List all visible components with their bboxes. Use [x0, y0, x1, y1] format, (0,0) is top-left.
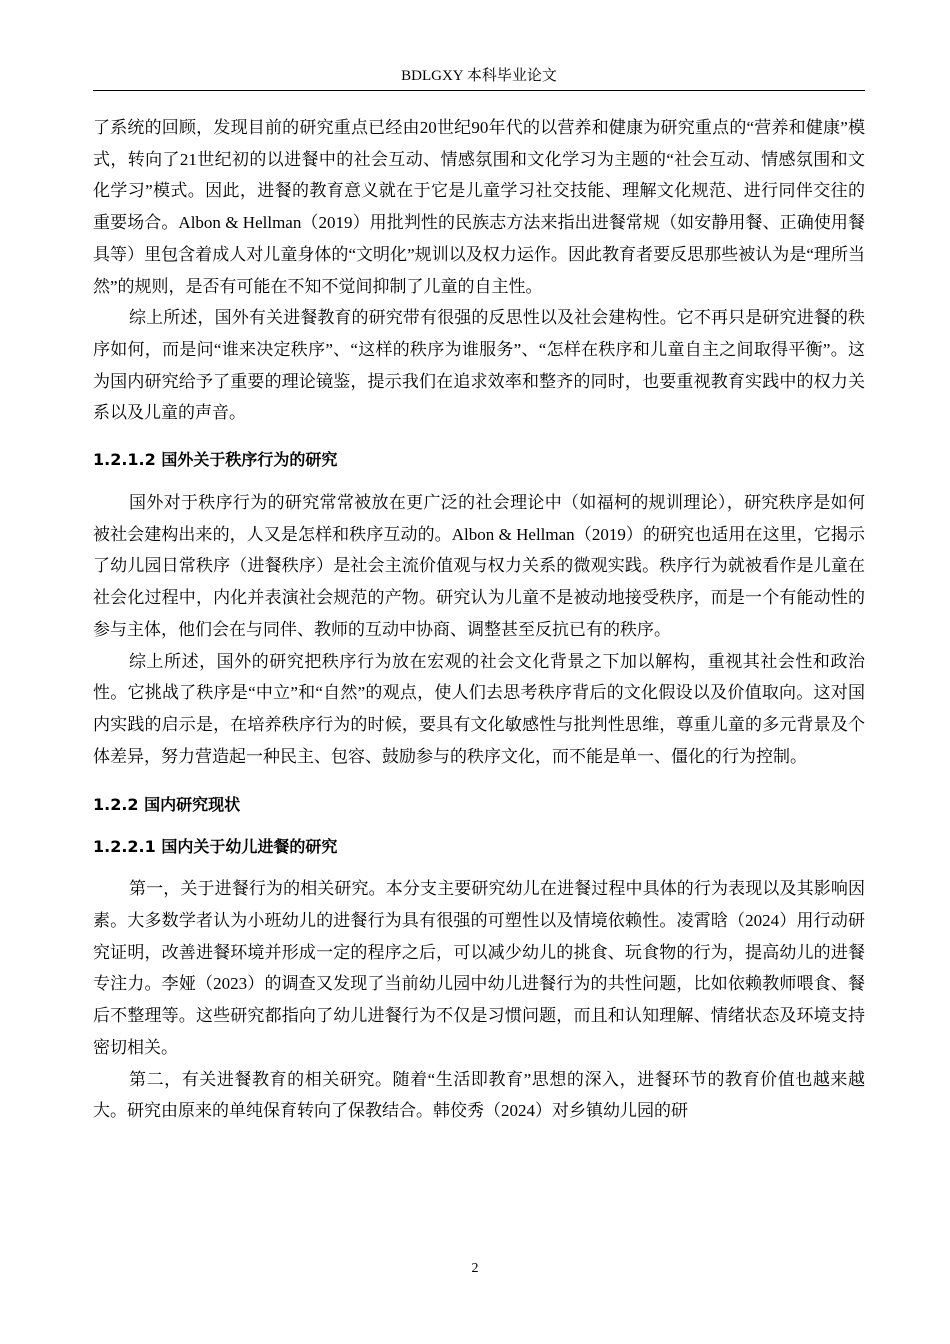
paragraph-meal-education-domestic: 第二，有关进餐教育的相关研究。随着“生活即教育”思想的深入，进餐环节的教育价值也越来越大。研究由原来的单纯保育转向了保教结合。韩佼秀（2024）对乡镇幼儿园的研 — [93, 1069, 865, 1121]
running-header: BDLGXY 本科毕业论文 — [401, 68, 557, 84]
section-heading-1221: 1.2.2.1 国内关于幼儿进餐的研究 — [93, 837, 338, 857]
section-heading-122: 1.2.2 国内研究现状 — [93, 795, 241, 815]
paragraph-meal-behavior-domestic: 第一，关于进餐行为的相关研究。本分支主要研究幼儿在进餐过程中具体的行为表现以及其影响因素。大多数学者认为小班幼儿的进餐行为具有很强的可塑性以及情境依赖性。凌霄晗（2024）用行动研究证明，改善进餐环境并形成一定的程序之后，可以减少幼儿的挑食、玩食物的行为，提高幼儿的进餐专注力。李娅（2023）的调查又发现了当前幼儿园中幼儿进餐行为的共性问题，比如依赖教师喂食、餐后不整理等。这些研究都指向了幼儿进餐行为不仅是习惯问题，而且和认知理解、情绪状态及环境支持密切相关。 — [93, 879, 865, 1057]
page-number: 2 — [471, 1261, 479, 1276]
paragraph-order-behavior-foreign: 国外对于秩序行为的研究常常被放在更广泛的社会理论中（如福柯的规训理论），研究秩序是如何被社会建构出来的，人又是怎样和秩序互动的。Albon & Hellman（2019）的研究也适用在这里，它揭示了幼儿园日常秩序（进餐秩序）是社会主流价值观与权力关系的微观实践。秩序行为就被看作是儿童在社会化过程中，内化并表演社会规范的产物。研究认为儿童不是被动地接受秩序，而是一个有能动性的参与主体，他们会在与同伴、教师的互动中协商、调整甚至反抗已有的秩序。 — [93, 493, 865, 639]
paragraph-continued: 了系统的回顾，发现目前的研究重点已经由20世纪90年代的以营养和健康为研究重点的“营养和健康”模式，转向了21世纪初的以进餐中的社会互动、情感氛围和文化学习为主题的“社会互动、情感氛围和文化学习”模式。因此，进餐的教育意义就在于它是儿童学习社交技能、理解文化规范、进行同伴交往的重要场合。Albon & Hellman（2019）用批判性的民族志方法来指出进餐常规（如安静用餐、正确使用餐具等）里包含着成人对儿童身体的“文明化”规训以及权力运作。因此教育者要反思那些被认为是“理所当然”的规则，是否有可能在不知不觉间抑制了儿童的自主性。 — [93, 118, 865, 296]
header-rule — [93, 90, 865, 91]
paragraph-summary-meal-education: 综上所述，国外有关进餐教育的研究带有很强的反思性以及社会建构性。它不再只是研究进餐的秩序如何，而是问“谁来决定秩序”、“这样的秩序为谁服务”、“怎样在秩序和儿童自主之间取得平衡”。这为国内研究给予了重要的理论镜鉴，提示我们在追求效率和整齐的同时，也要重视教育实践中的权力关系以及儿童的声音。 — [93, 308, 865, 423]
paragraph-summary-order-behavior: 综上所述，国外的研究把秩序行为放在宏观的社会文化背景之下加以解构，重视其社会性和政治性。它挑战了秩序是“中立”和“自然”的观点，使人们去思考秩序背后的文化假设以及价值取向。这对国内实践的启示是，在培养秩序行为的时候，要具有文化敏感性与批判性思维，尊重儿童的多元背景及个体差异，努力营造起一种民主、包容、鼓励参与的秩序文化，而不能是单一、僵化的行为控制。 — [93, 651, 865, 766]
page-body — [93, 112, 865, 1127]
section-heading-1212: 1.2.1.2 国外关于秩序行为的研究 — [93, 450, 338, 470]
